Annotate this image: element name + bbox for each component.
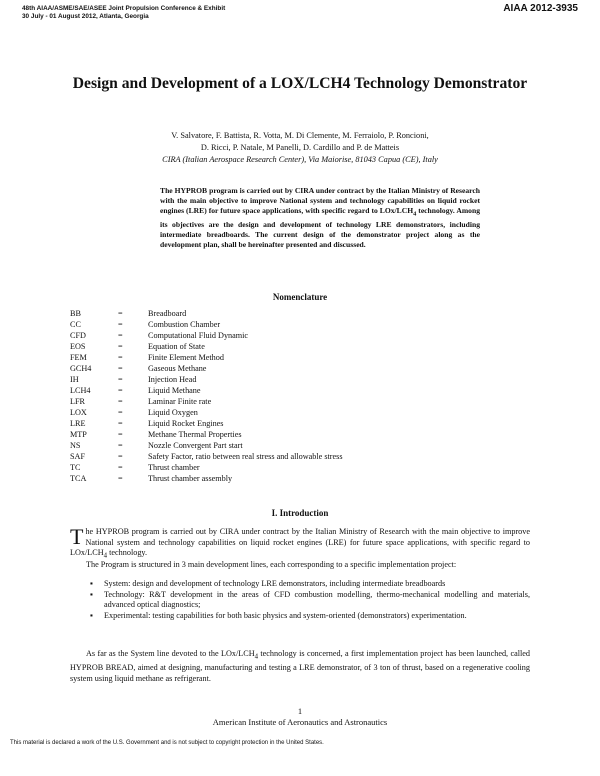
- list-item: [70, 590, 530, 611]
- drop-cap: T: [70, 524, 84, 549]
- nomenclature-equals: =: [118, 375, 123, 384]
- nomenclature-def: Breadboard: [148, 309, 187, 318]
- paper-id: AIAA 2012-3935: [503, 3, 578, 14]
- page-number: 1: [297, 706, 303, 716]
- nomenclature-equals: =: [118, 463, 123, 472]
- list-item: [70, 579, 530, 590]
- nomenclature-heading: Nomenclature: [272, 292, 328, 302]
- bullet-text: System: design and development of technology LRE demonstrators, including intermediate breadboards: [104, 579, 446, 588]
- list-item: [70, 611, 530, 622]
- bullet-text: Technology: R&T development in the areas of CFD combustion modelling, thermo-mechanical modelling and materials, advanced optical diagnostics;: [104, 589, 530, 609]
- nomenclature-row: [70, 319, 343, 330]
- nomenclature-abbr: CFD: [70, 331, 86, 340]
- nomenclature-equals: =: [118, 320, 123, 329]
- nomenclature-row: [70, 308, 343, 319]
- abstract: [160, 186, 480, 250]
- nomenclature-abbr: EOS: [70, 342, 86, 351]
- nomenclature-def: Laminar Finite rate: [148, 397, 212, 406]
- nomenclature-abbr: LRE: [70, 419, 86, 428]
- nomenclature-row: [70, 429, 343, 440]
- intro-p3-text-1: As far as the System line devoted to the LOx/LCH: [86, 649, 255, 658]
- abstract-text-1: The HYPROB program is carried out by CIRA under contract by the Italian Ministry of Research with the main objective to improve National system and technology capabilities on liquid rocket engines (LRE) for future space applications, with specific regard to LOx/LCH: [160, 186, 480, 215]
- bullet-square-icon: ▪: [90, 579, 93, 588]
- conference-name: 48th AIAA/ASME/SAE/ASEE Joint Propulsion Conference & Exhibit: [22, 5, 226, 12]
- copyright-notice: This material is declared a work of the U.S. Government and is not subject to copyright protection in the United States.: [10, 740, 324, 746]
- conference-header: [22, 5, 225, 21]
- nomenclature-equals: =: [118, 430, 123, 439]
- bullet-text: Experimental: testing capabilities for both basic physics and system-oriented (demonstrators) experimentation.: [104, 610, 467, 620]
- intro-p3-subscript: 4: [254, 653, 259, 661]
- nomenclature-row: [70, 462, 343, 473]
- nomenclature-abbr: FEM: [70, 353, 87, 362]
- nomenclature-row: [70, 385, 343, 396]
- bullet-square-icon: ▪: [90, 589, 93, 599]
- nomenclature-row: [70, 440, 343, 451]
- bullet-square-icon: ▪: [90, 610, 93, 620]
- nomenclature-abbr: CC: [70, 320, 81, 329]
- intro-paragraph-1: [70, 524, 530, 562]
- nomenclature-abbr: IH: [70, 375, 79, 384]
- nomenclature-def: Thrust chamber assembly: [148, 474, 233, 483]
- nomenclature-def: Thrust chamber: [148, 463, 200, 472]
- nomenclature-def: Combustion Chamber: [148, 320, 221, 329]
- nomenclature-equals: =: [118, 408, 123, 417]
- nomenclature-abbr: GCH4: [70, 364, 92, 373]
- nomenclature-def: Safety Factor, ratio between real stress and allowable stress: [148, 452, 343, 461]
- intro-p1-subscript: 4: [103, 552, 108, 560]
- intro-p1-text-1: he HYPROB program is carried out by CIRA under contract by the Italian Ministry of Research with the main objective to improve National system and technology capabilities on liquid rocket engines (LRE) for future space applications, with specific regard to LOx/LCH: [70, 527, 530, 557]
- nomenclature-def: Methane Thermal Properties: [148, 430, 242, 439]
- nomenclature-row: [70, 451, 343, 462]
- nomenclature-def: Injection Head: [148, 375, 197, 384]
- nomenclature-list: [70, 308, 343, 484]
- nomenclature-abbr: LFR: [70, 397, 86, 406]
- abstract-text-2: technology. Among its objectives are the design and development of technology LRE demonstrators, including intermediate breadboards. The current design of the demonstrator project along as the development plan, shall be hereinafter presented and discussed.: [160, 206, 480, 249]
- footer-organization: American Institute of Aeronautics and Astronautics: [212, 717, 388, 727]
- nomenclature-equals: =: [118, 474, 123, 483]
- nomenclature-def: Liquid Oxygen: [148, 408, 198, 417]
- nomenclature-def: Gaseous Methane: [148, 364, 207, 373]
- section-heading-introduction: I. Introduction: [271, 508, 329, 518]
- nomenclature-abbr: MTP: [70, 430, 87, 439]
- nomenclature-row: [70, 473, 343, 484]
- nomenclature-row: [70, 330, 343, 341]
- nomenclature-def: Computational Fluid Dynamic: [148, 331, 249, 340]
- affiliation: CIRA (Italian Aerospace Research Center), Via Maiorise, 81043 Capua (CE), Italy: [162, 155, 438, 164]
- nomenclature-equals: =: [118, 364, 123, 373]
- nomenclature-row: [70, 352, 343, 363]
- nomenclature-def: Nozzle Convergent Part start: [148, 441, 243, 450]
- nomenclature-abbr: BB: [70, 309, 81, 318]
- intro-paragraph-2: The Program is structured in 3 main development lines, each corresponding to a specific implementation project:: [86, 560, 457, 569]
- nomenclature-equals: =: [118, 386, 123, 395]
- nomenclature-def: Equation of State: [148, 342, 205, 351]
- nomenclature-equals: =: [118, 452, 123, 461]
- nomenclature-equals: =: [118, 353, 123, 362]
- intro-p3-text-2: technology is concerned, a first implementation project has been launched, called HYPROB BREAD, aimed at designing, manufacturing and testing a LRE demonstrator, of 3 ton of thrust, based on a regenerative cooling system using liquid methane as refrigerant.: [70, 649, 530, 683]
- nomenclature-abbr: NS: [70, 441, 81, 450]
- nomenclature-abbr: TCA: [70, 474, 87, 483]
- intro-p1-text-2: technology.: [107, 548, 148, 557]
- nomenclature-equals: =: [118, 331, 123, 340]
- nomenclature-row: [70, 341, 343, 352]
- nomenclature-row: [70, 418, 343, 429]
- nomenclature-abbr: LCH4: [70, 386, 91, 395]
- nomenclature-abbr: TC: [70, 463, 81, 472]
- abstract-subscript: 4: [413, 210, 417, 218]
- intro-paragraph-3: [70, 649, 530, 684]
- conference-dates: 30 July - 01 August 2012, Atlanta, Georgia: [22, 13, 149, 20]
- nomenclature-row: [70, 396, 343, 407]
- nomenclature-abbr: SAF: [70, 452, 86, 461]
- nomenclature-def: Liquid Methane: [148, 386, 201, 395]
- nomenclature-equals: =: [118, 397, 123, 406]
- nomenclature-equals: =: [118, 309, 123, 318]
- author-line-2: D. Ricci, P. Natale, M Panelli, D. Cardillo and P. de Matteis: [200, 143, 400, 152]
- nomenclature-row: [70, 363, 343, 374]
- author-line-1: V. Salvatore, F. Battista, R. Votta, M. Di Clemente, M. Ferraiolo, P. Roncioni,: [171, 131, 429, 140]
- intro-bullet-list: [70, 579, 530, 621]
- nomenclature-equals: =: [118, 419, 123, 428]
- author-block: [60, 130, 540, 166]
- nomenclature-equals: =: [118, 441, 123, 450]
- paper-title: Design and Development of a LOX/LCH4 Technology Demonstrator: [72, 75, 528, 92]
- nomenclature-def: Liquid Rocket Engines: [148, 419, 224, 428]
- nomenclature-abbr: LOX: [70, 408, 87, 417]
- nomenclature-row: [70, 407, 343, 418]
- nomenclature-def: Finite Element Method: [148, 353, 224, 362]
- nomenclature-equals: =: [118, 342, 123, 351]
- nomenclature-row: [70, 374, 343, 385]
